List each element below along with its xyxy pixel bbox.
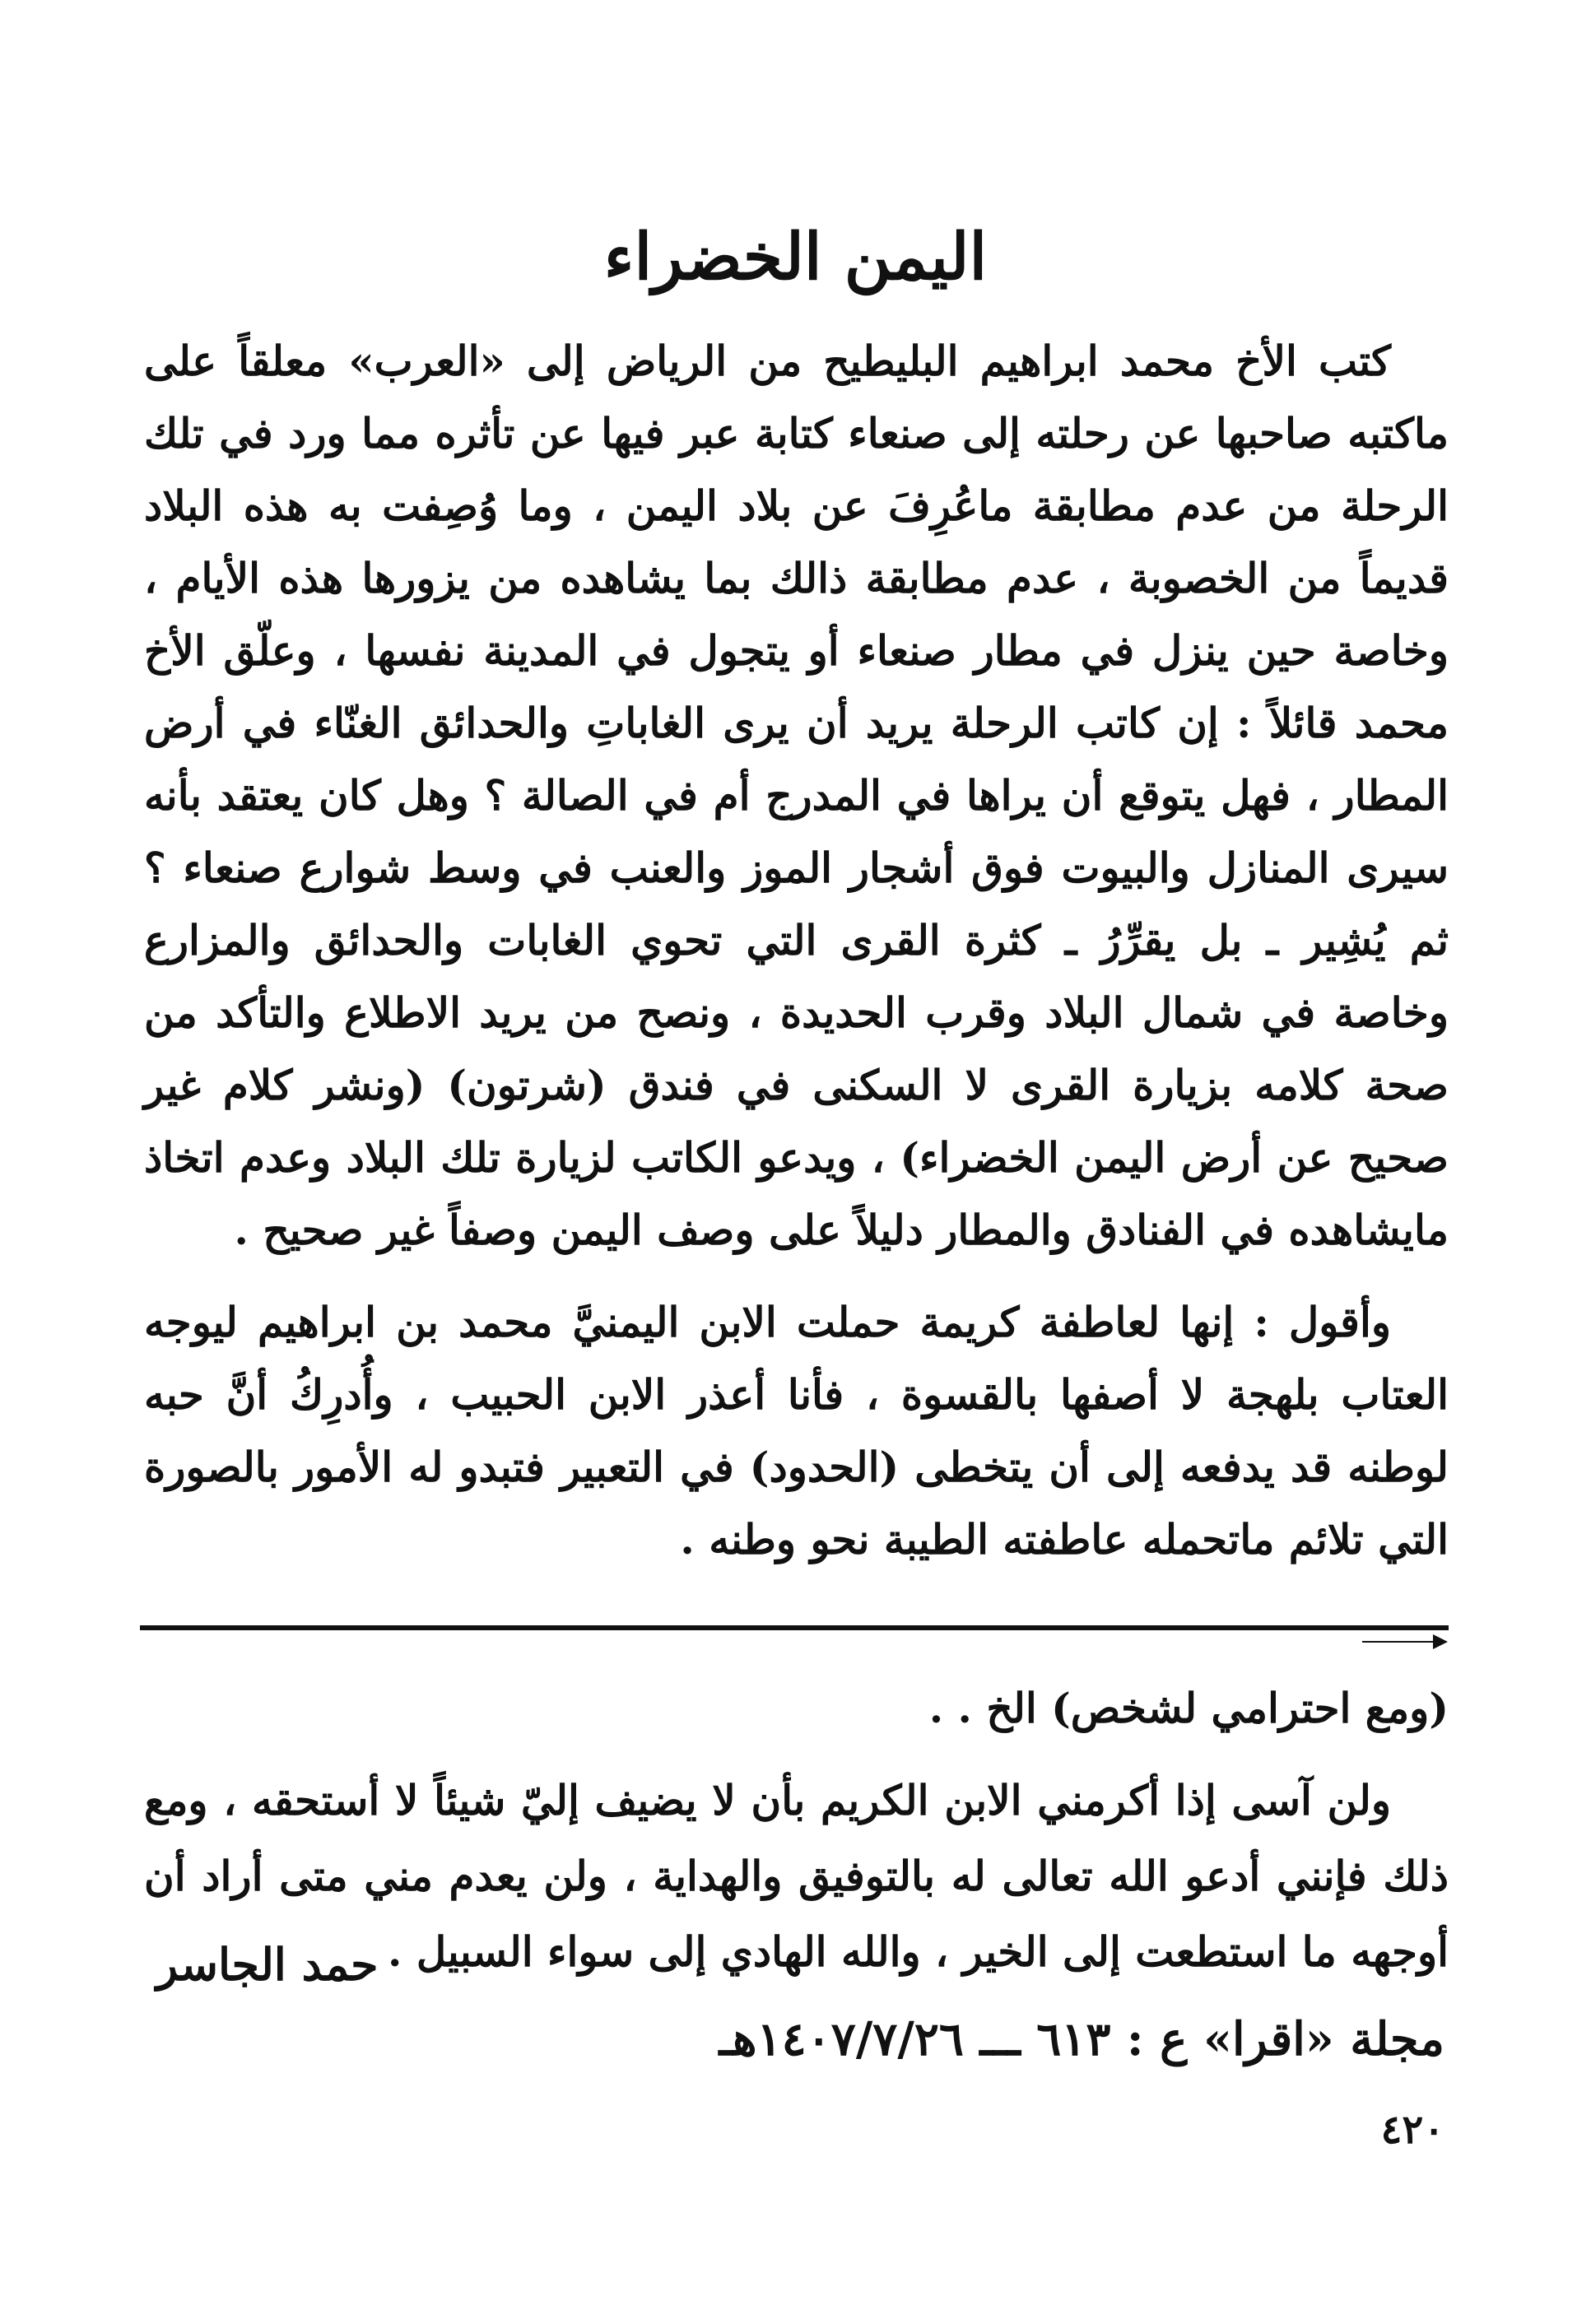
separator-rule (140, 1625, 1449, 1630)
closing-quote-line: (ومع احترامي لشخص) الخ . . (928, 1684, 1449, 1732)
closing-paragraph: ولن آسى إذا أكرمني الابن الكريم بأن لا يضيف إليّ شيئاً لا أستحقه ، ومع ذلك فإنني أدعو الله تعالى له بالتوفيق والهداية ، ولن يعدم مني متى أراد أن أوجهه ما استطعت إلى الخير ، والله الهادي إلى سواء السبيل . (144, 1776, 1449, 1976)
page-number: ٤٢٠ (1380, 2107, 1444, 2153)
source-citation: مجلة «اقرا» ع : ٦١٣ ـــ ١٤٠٧/٧/٢٦هـ (719, 2012, 1444, 2066)
arrow-mark (1362, 1641, 1444, 1643)
body-paragraph-2: وأقول : إنها لعاطفة كريمة حملت الابن اليمنيَّ محمد بن ابراهيم ليوجه العتاب بلهجة لا أصفها بالقسوة ، فأنا أعذر الابن الحبيب ، وأُدرِكُ أنَّ حبه لوطنه قد يدفعه إلى أن يتخطى (الحدود) في التعبير فتبدو له الأمور بالصورة التي تلائم ماتحمله عاطفته الطيبة نحو وطنه . (144, 1298, 1449, 1564)
article-body (144, 325, 1449, 1576)
body-paragraph-1: كتب الأخ محمد ابراهيم البليطيح من الرياض إلى «العرب» معلقاً على ماكتبه صاحبها عن رحلته إلى صنعاء كتابة عبر فيها عن تأثره مما ورد في تلك الرحلة من عدم مطابقة ماعُرِفَ عن بلاد اليمن ، وما وُصِفت به هذه البلاد قديماً من الخصوبة ، عدم مطابقة ذالك بما يشاهده من يزورها هذه الأيام ، وخاصة حين ينزل في مطار صنعاء أو يتجول في المدينة نفسها ، وعلّق الأخ محمد قائلاً : إن كاتب الرحلة يريد أن يرى الغاباتِ والحدائق الغنّاء في أرض المطار ، فهل يتوقع أن يراها في المدرج أم في الصالة ؟ وهل كان يعتقد بأنه سيرى المنازل والبيوت فوق أشجار الموز والعنب في وسط شوارع صنعاء ؟ ثم يُشِير ـ بل يقرِّرُ ـ كثرة القرى التي تحوي الغابات والحدائق والمزارع وخاصة في شمال البلاد وقرب الحديدة ، ونصح من يريد الاطلاع والتأكد من صحة كلامه بزيارة القرى لا السكنى في فندق (شرتون) (ونشر كلام غير صحيح عن أرض اليمن الخضراء) ، ويدعو الكاتب لزيارة تلك البلاد وعدم اتخاذ مايشاهده في الفنادق والمطار دليلاً على وصف اليمن وصفاً غير صحيح . (144, 337, 1449, 1254)
page-title: اليمن الخضراء (603, 220, 988, 295)
author-signature: حمد الجاسر (156, 1938, 379, 1991)
